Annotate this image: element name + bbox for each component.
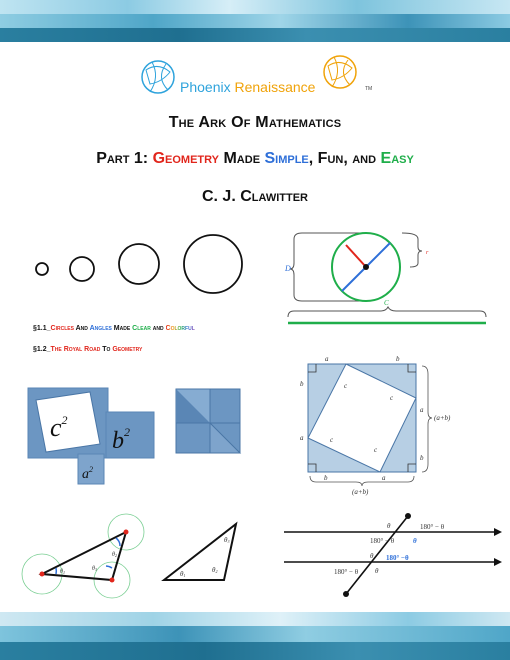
author: C. J. Clawitter — [201, 188, 308, 205]
subtitle-prefix: Part 1: — [96, 150, 153, 167]
diameter-label: D — [285, 264, 291, 273]
toc-item-2-word-royal: Royal — [63, 346, 83, 353]
a-squared-label: $a^2$ — [82, 465, 93, 482]
svg-text:θ: θ — [370, 552, 374, 560]
toc-item-1[interactable] — [33, 325, 195, 332]
brand-part2: Renaissance — [234, 79, 316, 95]
svg-text:θ3: θ3 — [224, 536, 230, 544]
svg-text:c: c — [374, 446, 378, 454]
square-proof-figure — [296, 354, 506, 494]
triangle-angles-figure — [160, 518, 260, 588]
b-squared-label: $b^2$ — [112, 425, 130, 454]
square-puzzle-figure — [176, 389, 246, 459]
svg-text:180° − θ: 180° − θ — [420, 523, 445, 531]
svg-text:a: a — [382, 474, 386, 482]
toc-item-1-number: §1.1_ — [33, 325, 51, 332]
toc-item-1-word-and2: and — [150, 325, 166, 332]
svg-text:c: c — [390, 394, 394, 402]
svg-text:b: b — [300, 380, 304, 388]
toc-item-2-word-the: The — [50, 346, 64, 353]
svg-text:180° −θ: 180° −θ — [386, 554, 409, 562]
book-title: The Ark Of Mathematics — [168, 114, 342, 131]
svg-text:a: a — [325, 355, 329, 363]
parallel-lines-figure — [280, 510, 506, 600]
c-squared-label: $c^2$ — [50, 413, 68, 442]
svg-text:b: b — [324, 474, 328, 482]
svg-text:θ1: θ1 — [180, 570, 186, 578]
bottom-length-label: (a+b) — [352, 488, 369, 496]
radius-label: r — [426, 250, 429, 256]
circumference-label: C — [384, 299, 389, 307]
brand-name — [180, 79, 315, 95]
svg-text:θ: θ — [413, 537, 417, 545]
circle-1 — [36, 263, 48, 275]
svg-text:b: b — [396, 355, 400, 363]
toc-item-1-word-clear: Clear — [132, 325, 151, 332]
subtitle-simple: Simple — [264, 150, 309, 167]
svg-text:c: c — [330, 436, 334, 444]
toc-item-2[interactable] — [33, 346, 142, 353]
circle-3 — [119, 244, 159, 284]
toc-item-2-word-road: Road — [82, 346, 101, 353]
subtitle-mid1: Made — [219, 150, 265, 167]
orange-globe-icon — [324, 56, 356, 88]
toc-item-2-word-geometry: Geometry — [112, 346, 143, 353]
svg-text:c: c — [344, 382, 348, 390]
svg-text:a: a — [420, 406, 424, 414]
increasing-circles-figure — [28, 232, 268, 302]
toc-item-2-number: §1.2_ — [33, 346, 51, 353]
svg-text:θ: θ — [387, 522, 391, 530]
toc-item-2-word-to: To — [100, 346, 113, 353]
svg-text:θ: θ — [375, 567, 379, 575]
svg-text:a: a — [300, 434, 304, 442]
svg-text:θ2: θ2 — [112, 552, 117, 558]
circle-measurement-figure — [280, 225, 510, 335]
toc-item-1-word-circles: Circles — [50, 325, 74, 332]
trademark-mark: TM — [365, 86, 373, 92]
svg-text:θ1: θ1 — [60, 569, 65, 575]
book-subtitle — [0, 150, 510, 168]
toc-item-1-word-and: And — [73, 325, 90, 332]
subtitle-geometry: Geometry — [152, 150, 220, 167]
blue-globe-icon — [142, 61, 174, 93]
pythagoras-squares-figure — [28, 388, 158, 488]
circle-4 — [184, 235, 242, 293]
toc-item-1-word-made: Made — [111, 325, 133, 332]
subtitle-mid2: , Fun, and — [308, 150, 381, 167]
triangle-circles-figure — [20, 510, 150, 600]
toc-item-1-word-angles: Angles — [89, 325, 112, 332]
brand-part1: Phoenix — [180, 79, 231, 95]
side-length-label: (a+b) — [434, 414, 451, 422]
bottom-banner — [0, 612, 510, 660]
svg-text:180° − θ: 180° − θ — [334, 568, 359, 576]
subtitle-easy: Easy — [380, 150, 414, 167]
svg-text:b: b — [420, 454, 424, 462]
svg-text:θ3: θ3 — [92, 566, 97, 572]
svg-text:180° − θ: 180° − θ — [370, 537, 395, 545]
svg-text:θ2: θ2 — [212, 566, 218, 574]
circle-2 — [70, 257, 94, 281]
toc-item-1-word-colorful: Colorful — [165, 325, 195, 332]
